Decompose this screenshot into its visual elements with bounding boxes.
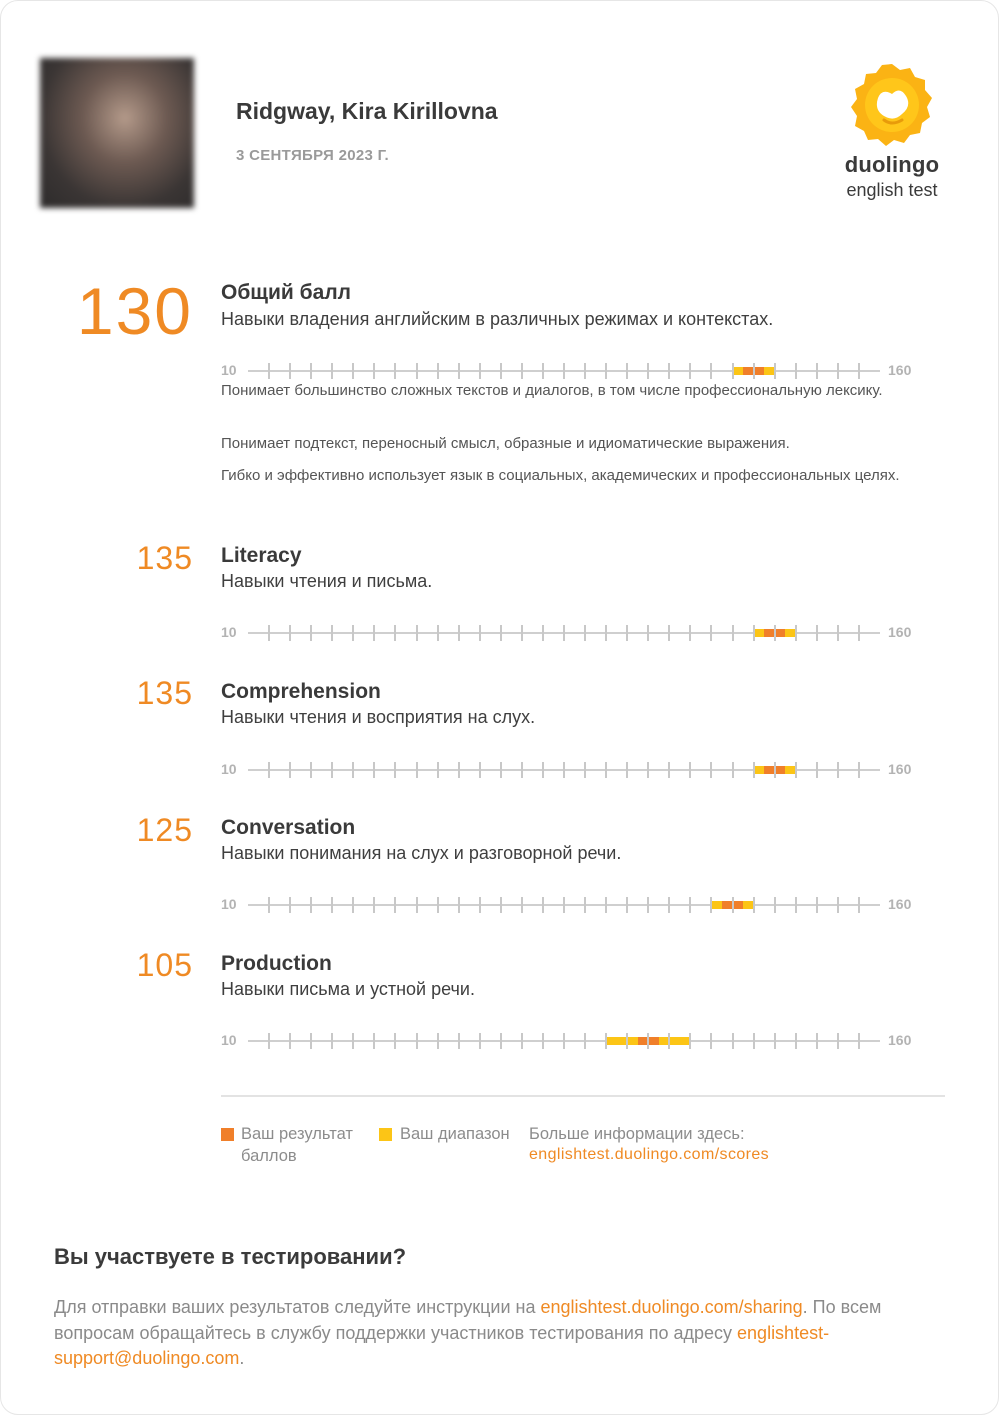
scale-tick bbox=[416, 625, 418, 641]
scale-tick bbox=[310, 762, 312, 778]
scale-tick bbox=[774, 762, 776, 778]
scale-tick bbox=[289, 363, 291, 379]
scale-tick bbox=[710, 363, 712, 379]
scale-tick bbox=[774, 625, 776, 641]
scale-tick bbox=[542, 1033, 544, 1049]
subscore-description: Навыки письма и устной речи. bbox=[221, 979, 475, 999]
subscore-scale bbox=[221, 759, 921, 779]
scale-tick bbox=[605, 363, 607, 379]
overall-note: Понимает большинство сложных текстов и диалогов, в том числе профессиональную лексику. bbox=[221, 382, 883, 399]
scale-tick bbox=[331, 625, 333, 641]
scale-tick bbox=[816, 363, 818, 379]
scale-tick bbox=[753, 762, 755, 778]
scale-tick bbox=[563, 897, 565, 913]
scale-tick bbox=[605, 897, 607, 913]
scale-tick bbox=[563, 1033, 565, 1049]
scale-tick bbox=[732, 762, 734, 778]
scale-tick bbox=[858, 897, 860, 913]
overall-note: Понимает подтекст, переносный смысл, образные и идиоматические выражения. bbox=[221, 435, 790, 452]
scale-tick bbox=[795, 363, 797, 379]
range-legend-swatch bbox=[379, 1128, 392, 1141]
scale-tick bbox=[774, 897, 776, 913]
scale-tick bbox=[289, 1033, 291, 1049]
scale-tick bbox=[668, 762, 670, 778]
scale-tick bbox=[458, 897, 460, 913]
scale-tick bbox=[668, 897, 670, 913]
subscore-scale bbox=[221, 1030, 921, 1050]
scale-tick bbox=[858, 363, 860, 379]
scale-tick bbox=[416, 363, 418, 379]
scale-tick bbox=[394, 762, 396, 778]
scale-tick bbox=[753, 1033, 755, 1049]
duolingo-logo bbox=[836, 60, 948, 205]
subscore-description: Навыки чтения и восприятия на слух. bbox=[221, 707, 536, 727]
sharing-title: Вы участвуете в тестировании? bbox=[54, 1244, 407, 1269]
scale-tick bbox=[732, 897, 734, 913]
scale-tick bbox=[795, 897, 797, 913]
scale-tick bbox=[710, 625, 712, 641]
scale-tick bbox=[795, 762, 797, 778]
scale-tick bbox=[394, 363, 396, 379]
scale-tick bbox=[774, 363, 776, 379]
scale-tick bbox=[668, 625, 670, 641]
scale-tick bbox=[394, 897, 396, 913]
scale-tick bbox=[479, 1033, 481, 1049]
subscore-scale bbox=[221, 622, 921, 642]
scale-tick bbox=[710, 1033, 712, 1049]
scale-tick bbox=[437, 897, 439, 913]
scale-tick bbox=[268, 363, 270, 379]
scale-tick bbox=[647, 625, 649, 641]
scale-tick bbox=[837, 363, 839, 379]
scale-max-label: 160 bbox=[888, 624, 912, 640]
scale-tick bbox=[289, 625, 291, 641]
scale-tick bbox=[837, 625, 839, 641]
scale-max-label: 160 bbox=[888, 362, 912, 378]
scale-tick bbox=[710, 762, 712, 778]
scale-tick bbox=[647, 762, 649, 778]
scale-tick bbox=[416, 1033, 418, 1049]
scale-tick bbox=[437, 625, 439, 641]
scale-tick bbox=[458, 625, 460, 641]
scale-tick bbox=[542, 762, 544, 778]
scale-tick bbox=[816, 897, 818, 913]
scale-tick bbox=[795, 1033, 797, 1049]
scale-tick bbox=[584, 897, 586, 913]
scale-tick bbox=[394, 625, 396, 641]
scale-tick bbox=[373, 625, 375, 641]
scale-tick bbox=[584, 363, 586, 379]
scale-tick bbox=[816, 762, 818, 778]
scale-min-label: 10 bbox=[221, 1032, 237, 1048]
support-email-link[interactable]: englishtest-support@duolingo.com bbox=[54, 1322, 830, 1368]
scale-tick bbox=[289, 762, 291, 778]
scale-tick bbox=[837, 762, 839, 778]
subscore-value: 105 bbox=[136, 947, 193, 983]
scale-tick bbox=[373, 1033, 375, 1049]
scale-tick bbox=[858, 625, 860, 641]
overall-note: Гибко и эффективно использует язык в социальных, академических и профессиональных целях. bbox=[221, 467, 900, 484]
scale-tick bbox=[689, 897, 691, 913]
score-legend-text: Ваш результат баллов bbox=[241, 1125, 353, 1165]
scale-tick bbox=[732, 363, 734, 379]
scale-tick bbox=[689, 363, 691, 379]
scale-tick bbox=[268, 762, 270, 778]
sharing-text bbox=[54, 1295, 934, 1372]
candidate-photo bbox=[40, 58, 194, 208]
sharing-text-part: . bbox=[239, 1348, 245, 1368]
scale-tick bbox=[858, 1033, 860, 1049]
score-legend-label bbox=[241, 1123, 371, 1167]
scale-tick bbox=[521, 625, 523, 641]
scale-tick bbox=[437, 762, 439, 778]
scores-info-link[interactable]: englishtest.duolingo.com/scores bbox=[529, 1146, 770, 1163]
scale-tick bbox=[289, 897, 291, 913]
scale-tick bbox=[668, 1033, 670, 1049]
scale-min-label: 10 bbox=[221, 362, 237, 378]
scale-tick bbox=[774, 1033, 776, 1049]
scale-tick bbox=[542, 625, 544, 641]
scale-tick bbox=[479, 897, 481, 913]
scale-tick bbox=[352, 625, 354, 641]
sharing-text-part: . По всем вопросам обращайтесь в службу поддержки участников тестирования по адресу bbox=[54, 1297, 882, 1343]
logo-wordmark: duolingo bbox=[844, 152, 940, 177]
scale-tick bbox=[373, 762, 375, 778]
scale-tick bbox=[710, 897, 712, 913]
scale-tick bbox=[584, 762, 586, 778]
scale-tick bbox=[458, 363, 460, 379]
scale-tick bbox=[331, 897, 333, 913]
subscore-title: Comprehension bbox=[221, 680, 381, 703]
scale-max-label: 160 bbox=[888, 896, 912, 912]
scale-tick bbox=[647, 363, 649, 379]
scale-tick bbox=[563, 625, 565, 641]
scale-tick bbox=[500, 625, 502, 641]
scale-tick bbox=[310, 625, 312, 641]
subscore-title: Literacy bbox=[221, 544, 302, 567]
logo-subtitle: english test bbox=[846, 180, 938, 200]
scale-tick bbox=[605, 1033, 607, 1049]
overall-score-scale bbox=[221, 360, 921, 380]
scale-tick bbox=[310, 363, 312, 379]
more-info-label: Больше информации здесь: bbox=[529, 1125, 745, 1143]
scale-min-label: 10 bbox=[221, 624, 237, 640]
duolingo-bird-icon bbox=[848, 60, 936, 148]
scale-tick bbox=[732, 625, 734, 641]
scale-tick bbox=[458, 1033, 460, 1049]
range-legend-label: Ваш диапазон bbox=[400, 1125, 510, 1143]
scale-tick bbox=[605, 625, 607, 641]
scale-tick bbox=[753, 897, 755, 913]
scale-tick bbox=[668, 363, 670, 379]
subscore-value: 135 bbox=[136, 540, 193, 576]
scale-tick bbox=[268, 625, 270, 641]
scale-tick bbox=[479, 363, 481, 379]
scale-tick bbox=[542, 897, 544, 913]
scale-tick bbox=[689, 1033, 691, 1049]
scale-tick bbox=[584, 1033, 586, 1049]
scale-tick bbox=[795, 625, 797, 641]
scale-tick bbox=[521, 762, 523, 778]
scale-tick bbox=[394, 1033, 396, 1049]
subscore-description: Навыки понимания на слух и разговорной речи. bbox=[221, 843, 622, 863]
scale-tick bbox=[626, 762, 628, 778]
scale-tick bbox=[753, 625, 755, 641]
scale-tick bbox=[373, 363, 375, 379]
subscore-description: Навыки чтения и письма. bbox=[221, 571, 433, 591]
subscore-title: Production bbox=[221, 952, 332, 975]
scale-tick bbox=[437, 363, 439, 379]
scale-tick bbox=[352, 762, 354, 778]
scale-tick bbox=[521, 897, 523, 913]
scale-tick bbox=[479, 762, 481, 778]
scale-max-label: 160 bbox=[888, 1032, 912, 1048]
scale-tick bbox=[816, 1033, 818, 1049]
legend-divider bbox=[221, 1095, 945, 1097]
sharing-link[interactable]: englishtest.duolingo.com/sharing bbox=[540, 1297, 803, 1317]
scale-tick bbox=[626, 625, 628, 641]
scale-tick bbox=[437, 1033, 439, 1049]
scale-tick bbox=[352, 363, 354, 379]
scale-tick bbox=[352, 897, 354, 913]
scale-tick bbox=[331, 762, 333, 778]
scale-tick bbox=[858, 762, 860, 778]
scale-tick bbox=[310, 1033, 312, 1049]
scale-tick bbox=[563, 363, 565, 379]
scale-tick bbox=[753, 363, 755, 379]
scale-tick bbox=[458, 762, 460, 778]
scale-tick bbox=[352, 1033, 354, 1049]
scale-tick bbox=[626, 1033, 628, 1049]
scale-tick bbox=[479, 625, 481, 641]
scale-tick bbox=[837, 897, 839, 913]
scale-tick bbox=[732, 1033, 734, 1049]
scale-min-label: 10 bbox=[221, 761, 237, 777]
scale-tick bbox=[500, 762, 502, 778]
scale-max-label: 160 bbox=[888, 761, 912, 777]
scale-tick bbox=[542, 363, 544, 379]
candidate-name: Ridgway, Kira Kirillovna bbox=[236, 98, 498, 124]
scale-tick bbox=[331, 363, 333, 379]
scale-tick bbox=[331, 1033, 333, 1049]
subscore-scale bbox=[221, 894, 921, 914]
scale-tick bbox=[268, 1033, 270, 1049]
scale-tick bbox=[310, 897, 312, 913]
scale-tick bbox=[837, 1033, 839, 1049]
scale-tick bbox=[521, 1033, 523, 1049]
scale-tick bbox=[500, 1033, 502, 1049]
score-legend-swatch bbox=[221, 1128, 234, 1141]
scale-tick bbox=[563, 762, 565, 778]
scale-tick bbox=[584, 625, 586, 641]
scale-min-label: 10 bbox=[221, 896, 237, 912]
scale-tick bbox=[500, 363, 502, 379]
scale-tick bbox=[647, 1033, 649, 1049]
scale-tick bbox=[268, 897, 270, 913]
scale-tick bbox=[816, 625, 818, 641]
scale-tick bbox=[689, 762, 691, 778]
scale-tick bbox=[521, 363, 523, 379]
scale-tick bbox=[626, 897, 628, 913]
sharing-text-part: Для отправки ваших результатов следуйте инструкции на bbox=[54, 1297, 541, 1317]
subscore-value: 135 bbox=[136, 675, 193, 711]
subscore-value: 125 bbox=[136, 812, 193, 848]
scale-tick bbox=[689, 625, 691, 641]
scale-tick bbox=[500, 897, 502, 913]
overall-score: 130 bbox=[76, 274, 193, 348]
scale-tick bbox=[605, 762, 607, 778]
overall-description: Навыки владения английским в различных режимах и контекстах. bbox=[221, 309, 774, 329]
scale-tick bbox=[416, 897, 418, 913]
test-date: 3 СЕНТЯБРЯ 2023 Г. bbox=[236, 147, 390, 164]
scale-tick bbox=[373, 897, 375, 913]
overall-title: Общий балл bbox=[221, 281, 352, 304]
subscore-title: Conversation bbox=[221, 816, 356, 839]
scale-tick bbox=[647, 897, 649, 913]
scale-tick bbox=[416, 762, 418, 778]
scale-tick bbox=[626, 363, 628, 379]
